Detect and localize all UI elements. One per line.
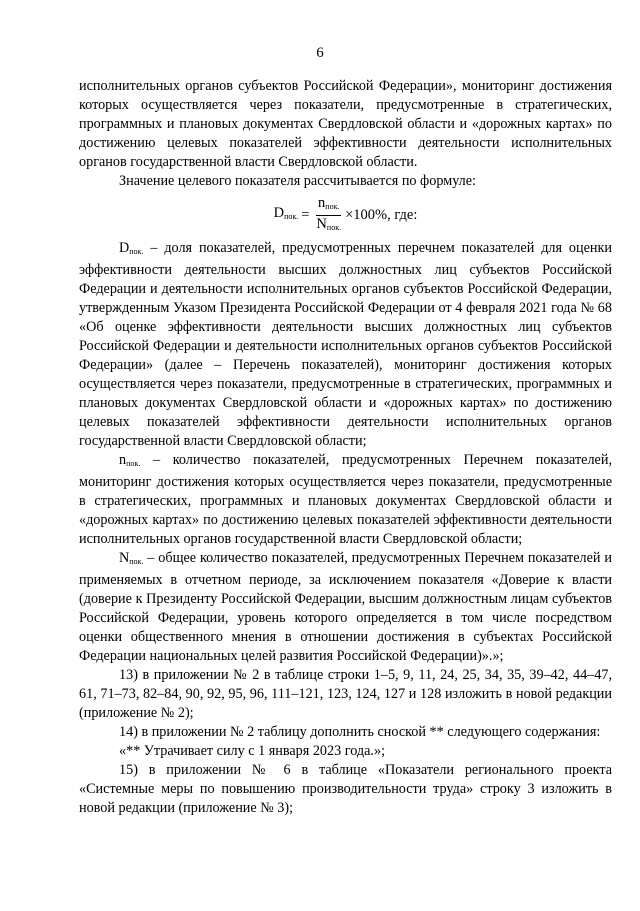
term-N: $N_{пок.}$ bbox=[119, 550, 144, 566]
formula-fraction bbox=[314, 195, 343, 236]
paragraph: $N_{пок.}$ – общее количество показателей, предусмотренных Перечнем показателей и применяемых в отчетном периоде, за исключением показателя «Доверие к власти (доверие к Президенту Российской Федерации, высшим должностным лицам субъектов Российской Федерации, уровень которого определяется в том числе посредством оценки общественного мнения в отношении достижения в субъектах Российской Федерации национальных целей развития Российской Федерации)».»; bbox=[79, 550, 612, 664]
fraction-numerator: $n_{пок.}$ bbox=[316, 195, 341, 216]
equals-sign: = bbox=[301, 206, 310, 223]
term-d: $D_{пок.}$ bbox=[119, 240, 144, 256]
fraction-denominator: $N_{пок.}$ bbox=[316, 215, 342, 232]
paragraph: $n_{пок.}$ – количество показателей, предусмотренных Перечнем показателей, мониторинг достижения которых осуществляется через показатели, предусмотренные в стратегических, программных и плановых документах Свердловской области и «дорожных картах» по достижению целевых показателей эффективности деятельности исполнительных органов государственной власти Свердловской области; bbox=[79, 452, 612, 547]
paragraph: исполнительных органов субъектов Российской Федерации», мониторинг достижения которых осуществляется через показатели, предусмотренные в стратегических, программных и плановых документах Свердловской области и «дорожных картах» по достижению целевых показателей эффективности деятельности исполнительных органов государственной власти Свердловской области. bbox=[79, 78, 612, 170]
paragraph: Значение целевого показателя рассчитывается по формуле: bbox=[119, 173, 476, 189]
paragraph: «** Утрачивает силу с 1 января 2023 года.»; bbox=[119, 743, 386, 759]
paragraph: 14) в приложении № 2 таблицу дополнить сноской ** следующего содержания: bbox=[119, 724, 601, 740]
formula-tail: ×100%, где: bbox=[345, 206, 418, 223]
term-n: $n_{пок.}$ bbox=[119, 452, 141, 468]
paragraph: 13) в приложении № 2 в таблице строки 1–5, 9, 11, 24, 25, 34, 35, 39–42, 44–47, 61, 71–73, 82–84, 90, 92, 95, 96, 111–121, 123, 124, 127 и 128 изложить в новой редакции (приложение № 2); bbox=[79, 667, 612, 721]
paragraph: 15) в приложении № 6 в таблице «Показатели регионального проекта «Системные меры по повышению производительности труда» строку 3 изложить в новой редакции (приложение № 3); bbox=[79, 762, 612, 816]
paragraph: $D_{пок.}$ – доля показателей, предусмотренных перечнем показателей для оценки эффективности деятельности высших должностных лиц субъектов Российской Федерации и деятельности исполнительных органов субъектов Российской Федерации, утвержденным Указом Президента Российской Федерации от 4 февраля 2021 года № 68 «Об оценке эффективности деятельности высших должностных лиц субъектов Российской Федерации и деятельности исполнительных органов субъектов Российской Федерации» (далее – Перечень показателей), мониторинг достижения которых осуществляется через показатели, предусмотренные в стратегических, программных и плановых документах Свердловской области и «дорожных картах» по достижению целевых показателей эффективности деятельности исполнительных органов государственной власти Свердловской области; bbox=[79, 240, 612, 449]
formula bbox=[79, 193, 612, 237]
document-body bbox=[79, 77, 612, 818]
page-number: 6 bbox=[316, 45, 324, 61]
formula-lhs: $D_{пок.}$ bbox=[273, 205, 299, 221]
